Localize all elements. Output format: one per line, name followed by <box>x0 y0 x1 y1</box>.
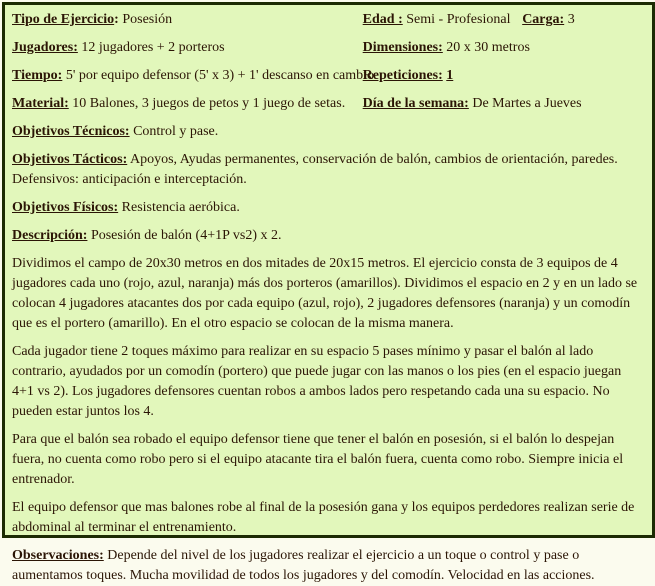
dia-semana-label: Día de la semana: <box>362 96 469 111</box>
field-carga <box>522 10 645 30</box>
descripcion-label: Descripción: <box>12 228 88 243</box>
tipo-separator: : <box>114 12 119 27</box>
descripcion-text: Posesión de balón (4+1P vs2) x 2. <box>90 228 282 243</box>
field-repeticiones <box>363 66 645 86</box>
field-material <box>12 94 363 114</box>
objetivos-tecnicos-text: Control y pase. <box>133 124 219 139</box>
repeticiones-label: Repeticiones: <box>362 68 443 83</box>
tipo-value: Posesión <box>122 12 173 27</box>
carga-label: Carga: <box>522 12 565 27</box>
section-objetivos-tecnicos <box>12 122 645 142</box>
tipo-label: Tipo de Ejercicio <box>12 12 115 27</box>
objetivos-tacticos-text: Apoyos, Ayudas permanentes, conservación de balón, cambios de orientación, paredes. Defensivos: anticipación e interceptación. <box>12 152 618 187</box>
info-row-2 <box>12 38 645 58</box>
section-descripcion <box>12 226 645 246</box>
section-observaciones <box>12 546 645 586</box>
info-row-4 <box>12 94 645 114</box>
edad-value: Semi - Profesional <box>406 12 511 27</box>
section-objetivos-fisicos <box>12 198 645 218</box>
exercise-sheet <box>2 2 655 583</box>
carga-value: 3 <box>567 12 575 27</box>
objetivos-tacticos-label: Objetivos Tácticos: <box>12 152 128 167</box>
description-paragraph-3: Para que el balón sea robado el equipo defensor tiene que tener el balón en posesión, si el balón lo despejan fuera, no cuenta como robo pero si el equipo atacante tira el balón fuera, cuenta como robo. Siempre inicia el entrenador. <box>12 432 624 487</box>
observaciones-label: Observaciones: <box>12 548 104 563</box>
field-tipo-de-ejercicio <box>12 10 363 30</box>
observaciones-text: Depende del nivel de los jugadores realizar el ejercicio a un toque o control y pase o aumentamos toques. Mucha movilidad de todos los jugadores y del comodín. Velocidad en las acciones. <box>12 548 595 583</box>
description-paragraph-1: Dividimos el campo de 20x30 metros en dos mitades de 20x15 metros. El ejercicio consta de 3 equipos de 4 jugadores cada uno (rojo, azul, naranja) más dos porteros (amarillos). Dividimos el espacio en 2 y en un lado se colocan 4 jugadores atacantes dos por cada equipo (azul, rojo), 2 jugadores defensores (naranja) y un comodín que es el portero (amarillo). En el otro espacio se colocan de la misma manera. <box>12 256 638 331</box>
edad-label: Edad : <box>362 12 403 27</box>
objetivos-fisicos-label: Objetivos Físicos: <box>12 200 119 215</box>
description-paragraph-4: El equipo defensor que mas balones robe al final de la posesión gana y los equipos perdedores realizan serie de abdominal al terminar el entrenamiento. <box>12 500 635 535</box>
dimensiones-label: Dimensiones: <box>362 40 443 55</box>
jugadores-value: 12 jugadores + 2 porteros <box>81 40 225 55</box>
dia-semana-value: De Martes a Jueves <box>472 96 582 111</box>
material-label: Material: <box>12 96 69 111</box>
section-objetivos-tacticos <box>12 150 645 190</box>
info-row-3 <box>12 66 645 86</box>
field-jugadores <box>12 38 363 58</box>
description-paragraph-2: Cada jugador tiene 2 toques máximo para realizar en su espacio 5 pases mínimo y pasar el balón al lado contrario, ayudados por un comodín (portero) que puede jugar con las manos o los pies (en el espacio juegan 4+1 vs 2). Los jugadores defensores cuentan robos a ambos lados pero respetando cada una su espacio. No pueden estar juntos los 4. <box>12 344 622 419</box>
objetivos-tecnicos-label: Objetivos Técnicos: <box>12 124 130 139</box>
field-dia-semana <box>363 94 645 114</box>
material-value: 10 Balones, 3 juegos de petos y 1 juego de setas. <box>72 96 346 111</box>
field-tiempo <box>12 66 375 86</box>
dimensiones-value: 20 x 30 metros <box>446 40 530 55</box>
tiempo-label: Tiempo: <box>12 68 63 83</box>
repeticiones-value: 1 <box>446 68 454 83</box>
jugadores-label: Jugadores: <box>12 40 78 55</box>
info-row-1 <box>12 10 645 30</box>
field-edad <box>363 10 523 30</box>
tiempo-value: 5' por equipo defensor (5' x 3) + 1' descanso en cambio <box>65 68 375 83</box>
field-dimensiones <box>363 38 645 58</box>
objetivos-fisicos-text: Resistencia aeróbica. <box>121 200 240 215</box>
